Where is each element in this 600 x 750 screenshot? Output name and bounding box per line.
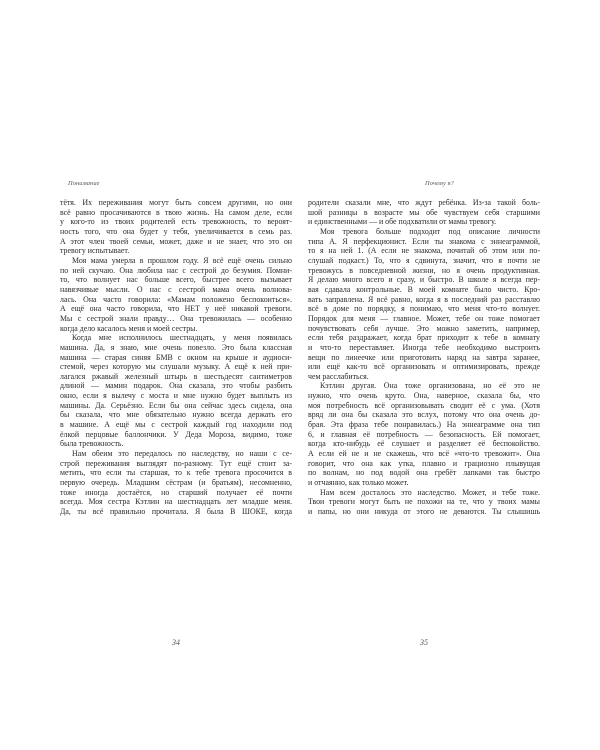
text-line: Мы с сестрой знали правду… Она тревожилась — особенно [60,313,292,323]
text-line: машина — старая синяя БМВ с окном на крыше и аудиоси- [60,352,292,362]
page-number-left: 34 [172,638,180,647]
text-line: машина. Да, я знаю, мне очень повезло. Это была классная [60,342,292,352]
text-line: родители сказали мне, что ждут ребёнка. Из-за такой боль- [308,198,540,207]
text-line: Я делаю много всего и сразу, и быстро. В школе я всегда пер- [308,275,540,285]
text-line: и папы, но они никуда от этого не деваются. Ты слышишь [308,507,540,516]
text-line: А ещё она часто говорила, что НЕТ у неё никакой тревоги. [60,304,292,314]
text-line: метить, что если ты старшая, то к тебе тревога просочится в [60,468,292,478]
text-line: почувствовать себя лучше. Это можно заметить, например, [308,323,540,333]
text-line: Моя мама умерла в прошлом году. Я всё ещё очень сильно [72,255,292,265]
text-line: и что-то переставляет. Иногда тебе необходимо выстроить [308,342,540,352]
text-line: 6, и главная её потребность — безопасность. Ей помогает, [308,429,540,439]
text-line: Порядок для меня — главное. Может, тебе он тоже помогает [308,313,540,323]
text-line: лагался ржавый железный штырь в шестьдесят сантиметров [60,371,292,381]
left-page-body-text [60,198,292,517]
text-line: всё в доме по порядку, я понимаю, что меня что-то волнует. [308,304,540,314]
text-line: А этот член твоей семьи, может, даже и не знает, что это он [60,236,292,246]
text-line: Нам всем досталось это наследство. Может, и тебе тоже. [320,487,540,497]
text-line: моя потребность всё организовывать сводит её с ума. (Хотя [308,400,540,410]
text-line: длиной — мамин подарок. Она сказала, это чтобы разбить [60,381,292,391]
text-line: вещи по линеечке или приготовить наряд на завтра заранее, [308,352,540,362]
text-line: Кэтлин другая. Она тоже организована, но её это не [320,381,540,391]
text-line: ность того, что она будет у тебя, увеличивается в семь раз. [60,226,292,236]
text-line: нужно, что очень круто. Она, наверное, сказала бы, что [308,391,540,401]
text-line: вать заправлена. Я всё равно, когда я в последний раз расставлю [308,294,540,304]
text-line: А если ей не и не скажешь, что всё «что-то тревожит». Она [308,449,540,459]
text-line: тревожусь в повседневной жизни, но я очень продуктивная. [308,265,540,275]
text-line: в машине. А ещё мы с сестрой каждый год находили под [60,420,292,430]
text-line: первую очередь. Младшим сёстрам (и братьям), несомненно, [60,478,292,488]
text-line: тётя. Их переживания могут быть совсем другими, но они [60,198,292,207]
text-line: чем расслабиться. [308,371,369,381]
text-line: и единственными — и обе подхватили от мамы тревогу. [308,217,497,227]
text-line: ёлкой перцовые баллончики. У Деда Мороза, видимо, тоже [60,429,292,439]
text-line: или ещё как-то всё организовать и оптимизировать, прежде [308,362,540,372]
right-page-body-text [308,198,540,517]
text-line: Когда мне исполнилось шестнадцать, у меня появилась [72,333,292,343]
running-head-right: Почему я? [425,180,454,187]
text-line: окно, если я вылечу с моста и мне нужно будет выплыть из [60,391,292,401]
text-line: строй переживания выглядят по-разному. Тут ещё стоит за- [60,458,292,468]
text-line: всё равно просачиваются в твою жизнь. На самом деле, если [60,207,292,217]
text-line: Моя тревога больше подходит под описание личности [320,226,540,236]
running-head-left: Понимание [68,180,100,187]
text-line: брая. Эта фраза тебе понравилась.) На эннеаграмме она тип [308,420,540,430]
text-line: вряд ли она бы сказала это вслух, потому что она очень до- [308,410,540,420]
text-line: Да, ты всё правильно прочитала. Я была В ШОКЕ, когда [60,507,292,516]
text-line: говорит, что она как утка, плавно и грациозно плывущая [308,458,540,468]
text-line: по волнам, но под водой она гребёт лапками так быстро [308,468,540,478]
text-line: лась. Она часто говорила: «Мамам положено беспокоиться». [60,294,292,304]
text-line: всегда. Моя сестра Кэтлин на шестнадцать лет младше меня. [60,497,292,507]
text-line: Нам обеим это передалось по наследству, но наши с се- [72,449,292,459]
text-line: типа А. Я перфекционист. Если ты знакома с эннеаграммой, [308,236,540,246]
text-line: тревогу испытывает. [60,246,130,256]
text-line: стемой, через которую мы слушали музыку. А ещё к ней при- [60,362,292,372]
text-line: когда кто-нибудь её слушает и разделяет её беспокойство. [308,439,540,449]
text-line: вая сдавала контрольные. В моей комнате было чисто. Кро- [308,284,540,294]
text-line: по ней скучаю. Она любила нас с сестрой до безумия. Помни- [60,265,292,275]
page-number-right: 35 [420,638,428,647]
text-line: если тебя раздражает, когда брат приходит к тебе в комнату [308,333,540,343]
text-line: шой разницы в возрасте мы обе чувствуем себя старшими [308,207,540,217]
text-line: Твои тревоги могут быть не похожи на те, что у твоих мамы [308,497,540,507]
text-line: машины. Да. Серьёзно. Если бы она сейчас здесь сидела, она [60,400,292,410]
text-line: навязчивые мысли. О нас с сестрой мама очень волнова- [60,284,292,294]
text-line: была тревожность. [60,439,124,449]
text-line: у кого-то из твоих родителей есть тревожность, то вероят- [60,217,292,227]
text-line: когда дело касалось меня и моей сестры. [60,323,198,333]
text-line: тоже иногда достаётся, но старший получает её почти [60,487,292,497]
text-line: и отчаянно, как только может. [308,478,409,488]
text-line: бы сказала, что мне обязательно нужно всегда держать его [60,410,292,420]
text-line: то, что волнует нас больше всего, быстрее всего вызывает [60,275,292,285]
text-line: слушай подкаст.) То, что я сдвинута, значит, что я почти не [308,255,540,265]
text-line: то я на ней 1. (А если не знакома, почитай об этом или по- [308,246,540,256]
